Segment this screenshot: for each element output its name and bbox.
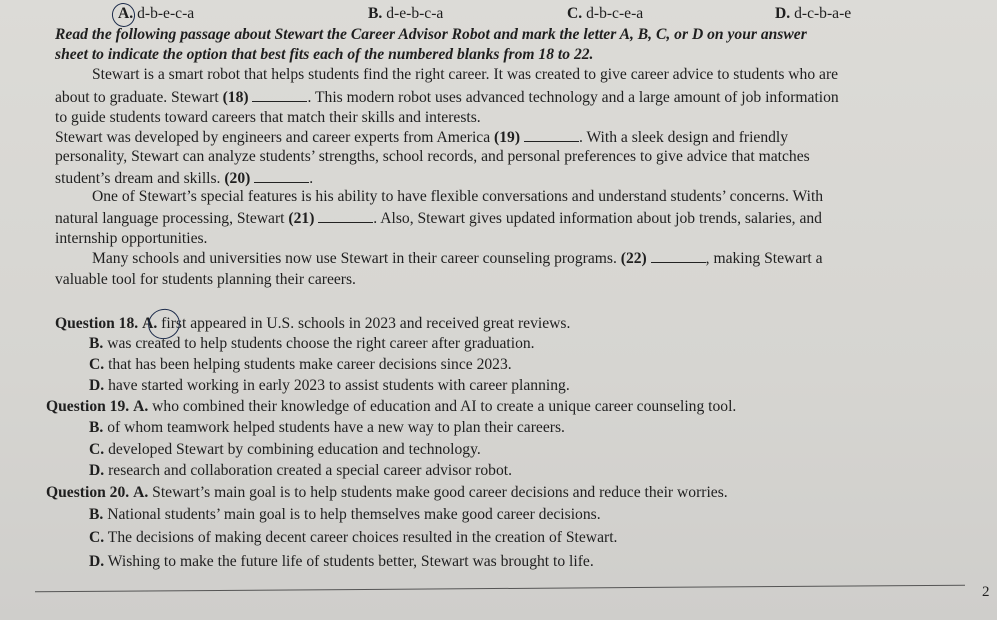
passage-p3-line-1: One of Stewart’s special features is his ability to have flexible conversations and understand students’ concerns. With: [92, 188, 824, 205]
question-19-option-d: D. research and collaboration created a special career advisor robot.: [89, 462, 513, 479]
footer-divider: [35, 585, 965, 592]
question-18-option-b: B. was created to help students choose the right career after graduation.: [89, 335, 535, 352]
instructions-line-1: Read the following passage about Stewart the Career Advisor Robot and mark the letter A, B, C, or D on your answer: [55, 26, 807, 43]
passage-p1-line-2: about to graduate. Stewart (18) . This modern robot uses advanced technology and a large amount of job information: [55, 89, 839, 106]
question-19-option-c: C. developed Stewart by combining education and technology.: [89, 441, 481, 458]
page-number: 2: [982, 584, 990, 600]
passage-p2-line-1: Stewart was developed by engineers and career experts from America (19) . With a sleek design and friendly: [55, 129, 789, 146]
passage-p1-line-1: Stewart is a smart robot that helps students find the right career. It was created to give career advice to students who are: [92, 66, 839, 83]
option-b: B. d-e-b-c-a: [368, 5, 444, 22]
question-20-option-d: D. Wishing to make the future life of students better, Stewart was brought to life.: [89, 553, 594, 570]
instructions-line-2: sheet to indicate the option that best fits each of the numbered blanks from 18 to 22.: [55, 46, 594, 63]
passage-p1-line-3: to guide students toward careers that match their skills and interests.: [55, 109, 481, 126]
question-18-option-a: Question 18. A. first appeared in U.S. schools in 2023 and received great reviews.: [55, 315, 571, 332]
passage-p2-line-2: personality, Stewart can analyze students’ strengths, school records, and personal preferences to give advice that matches: [55, 148, 810, 165]
passage-p3-line-2: natural language processing, Stewart (21) . Also, Stewart gives updated information about job trends, salaries, and: [55, 210, 822, 227]
previous-question-options: [0, 4, 997, 24]
passage-p4-line-2: valuable tool for students planning their careers.: [55, 271, 356, 288]
question-19-option-b: B. of whom teamwork helped students have a new way to plan their careers.: [89, 419, 565, 436]
passage-p3-line-3: internship opportunities.: [55, 230, 208, 247]
option-d: D. d-c-b-a-e: [775, 5, 852, 22]
passage-p2-line-3: student’s dream and skills. (20) .: [55, 170, 314, 187]
question-19-option-a: Question 19. A. who combined their knowledge of education and AI to create a unique career counseling tool.: [46, 398, 737, 415]
question-20-option-c: C. The decisions of making decent career choices resulted in the creation of Stewart.: [89, 529, 618, 546]
question-18-option-d: D. have started working in early 2023 to assist students with career planning.: [89, 377, 570, 394]
question-18-option-c: C. that has been helping students make career decisions since 2023.: [89, 356, 512, 373]
question-20-option-a: Question 20. A. Stewart’s main goal is to help students make good career decisions and reduce their worries.: [46, 484, 728, 501]
passage-p4-line-1: Many schools and universities now use Stewart in their career counseling programs. (22) , making Stewart a: [92, 250, 823, 267]
option-a: A. d-b-e-c-a: [118, 5, 195, 22]
option-c: C. d-b-c-e-a: [567, 5, 644, 22]
question-20-option-b: B. National students’ main goal is to help themselves make good career decisions.: [89, 506, 601, 523]
